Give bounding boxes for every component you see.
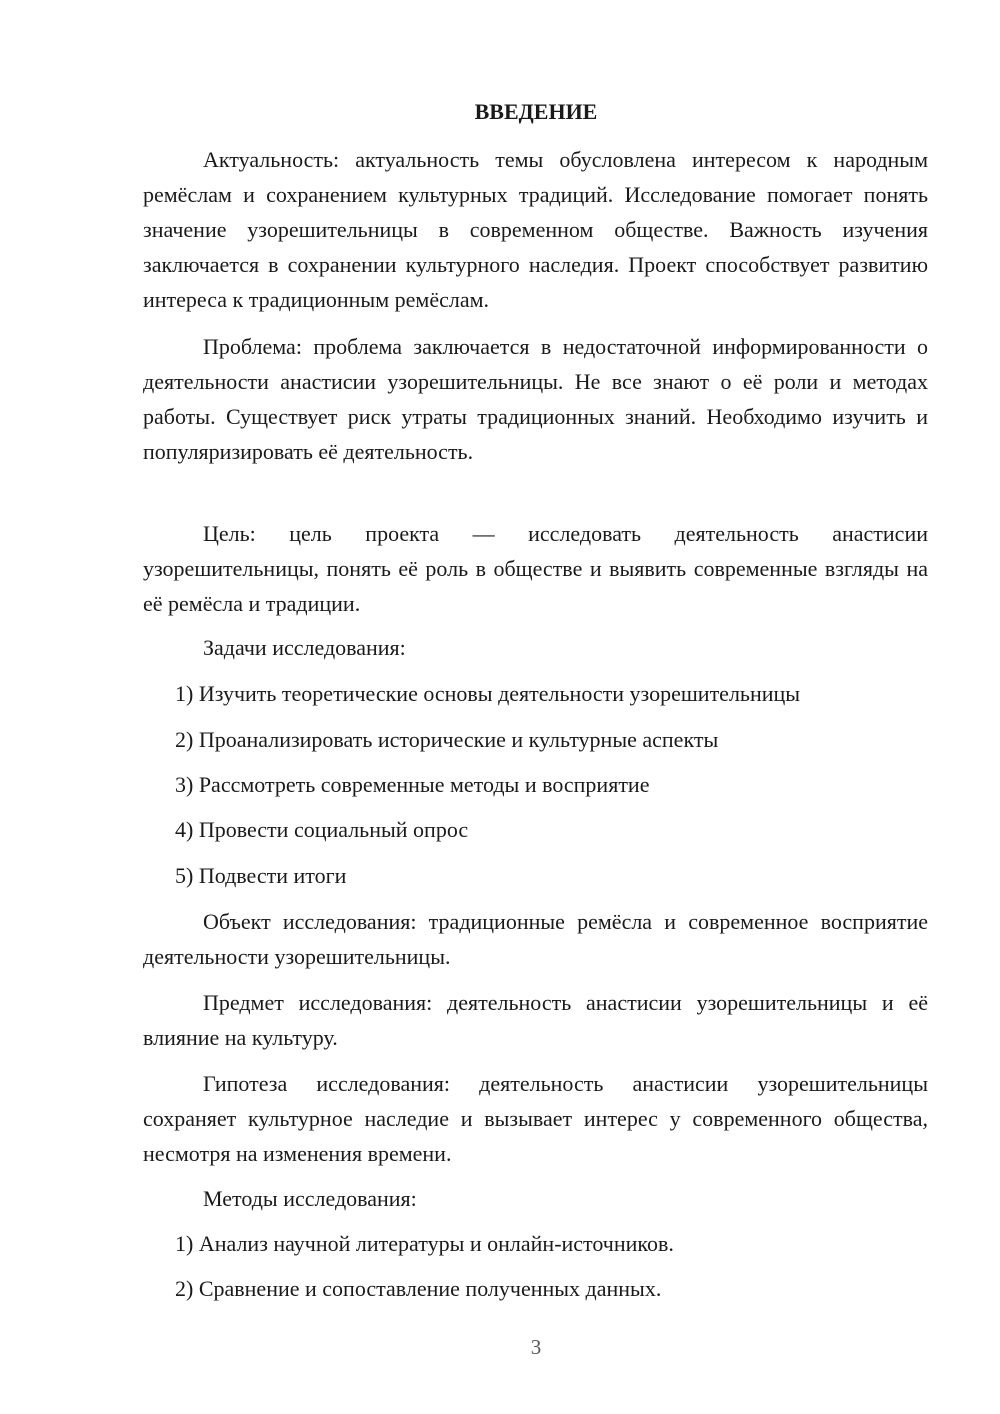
tasks-heading: Задачи исследования: — [203, 635, 406, 660]
object-paragraph: Объект исследования: традиционные ремёсла и современное восприятие деятельности узорешительницы. — [143, 909, 928, 969]
method-item-2: 2) Сравнение и сопоставление полученных данных. — [175, 1276, 662, 1301]
task-item-1: 1) Изучить теоретические основы деятельности узорешительницы — [175, 681, 801, 706]
method-item-1: 1) Анализ научной литературы и онлайн-источников. — [175, 1231, 674, 1256]
section-title: ВВЕДЕНИЕ — [474, 99, 598, 124]
task-item-4: 4) Провести социальный опрос — [175, 817, 469, 842]
problem-paragraph: Проблема: проблема заключается в недостаточной информированности о деятельности анастисии узорешительницы. Не все знают о её роли и методах работы. Существует риск утраты традиционных знаний. Необходимо изучить и популяризировать её деятельность. — [143, 334, 928, 464]
page-number: 3 — [530, 1335, 542, 1359]
task-item-3: 3) Рассмотреть современные методы и восприятие — [175, 772, 650, 797]
methods-heading: Методы исследования: — [203, 1186, 417, 1211]
subject-paragraph: Предмет исследования: деятельность анастисии узорешительницы и её влияние на культуру. — [143, 990, 928, 1050]
hypothesis-paragraph: Гипотеза исследования: деятельность анастисии узорешительницы сохраняет культурное наследие и вызывает интерес у современного общества, несмотря на изменения времени. — [143, 1071, 928, 1166]
task-item-5: 5) Подвести итоги — [175, 863, 347, 888]
task-item-2: 2) Проанализировать исторические и культурные аспекты — [175, 727, 719, 752]
goal-paragraph: Цель: цель проекта — исследовать деятельность анастисии узорешительницы, понять её роль в обществе и выявить современные взгляды на её ремёсла и традиции. — [143, 521, 928, 616]
relevance-paragraph: Актуальность: актуальность темы обусловлена интересом к народным ремёслам и сохранением культурных традиций. Исследование помогает понять значение узорешительницы в современном обществе. Важность изучения заключается в сохранении культурного наследия. Проект способствует развитию интереса к традиционным ремёслам. — [143, 147, 928, 312]
